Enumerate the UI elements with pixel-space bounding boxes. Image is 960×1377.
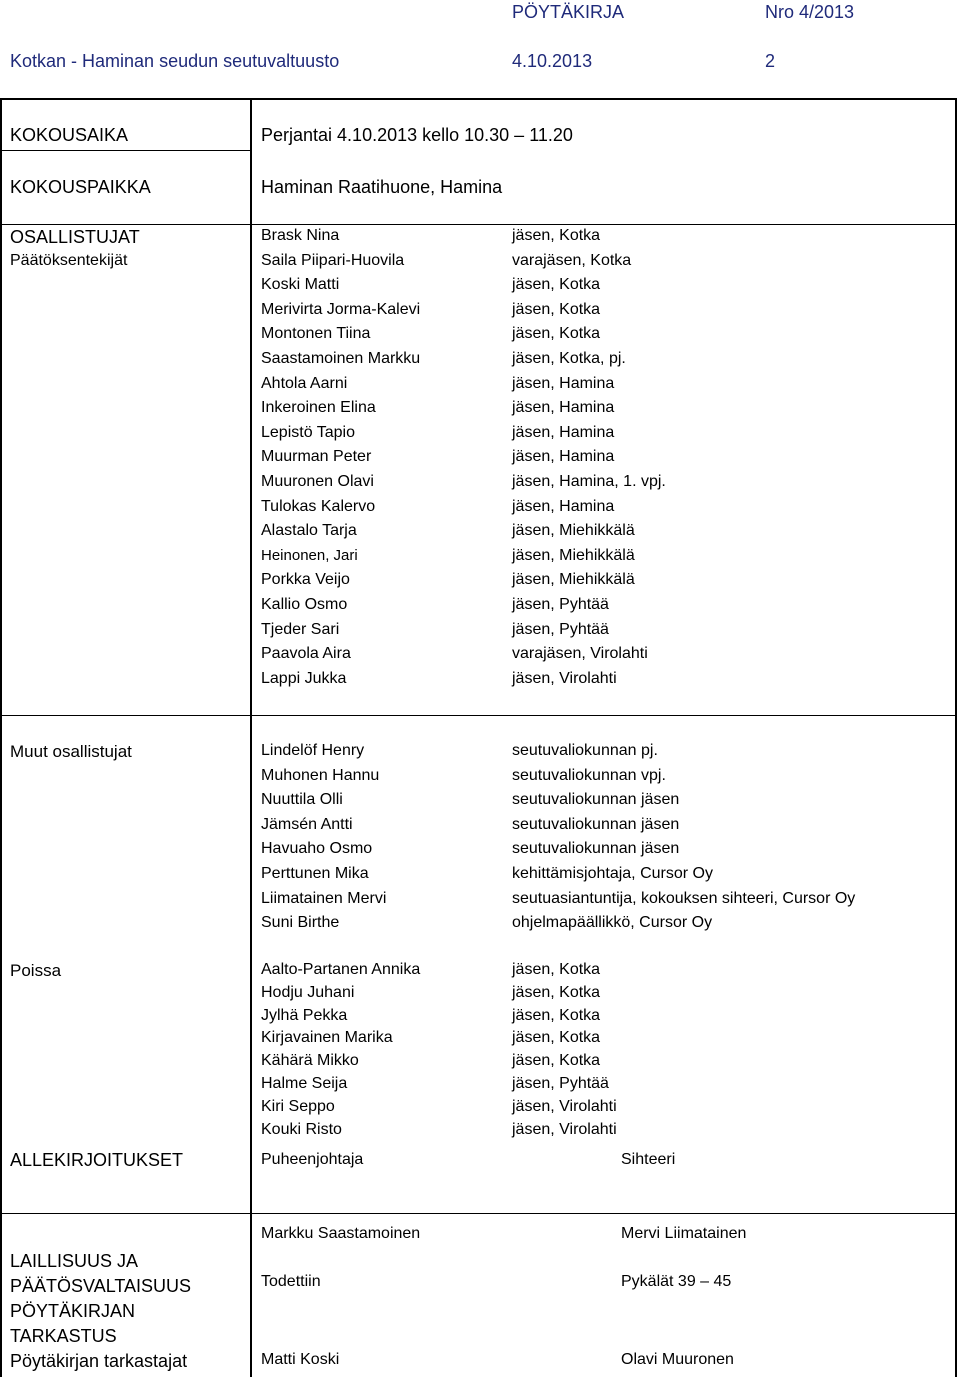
row-role: ohjelmapäällikkö, Cursor Oy [512, 914, 713, 932]
row-role: jäsen, Hamina [512, 497, 615, 515]
row-name: Koski Matti [261, 276, 340, 294]
legality-label-2: PÄÄTÖSVALTAISUUS [10, 1276, 192, 1296]
organization: Kotkan - Haminan seudun seutuvaltuusto [10, 51, 340, 71]
legality-label-5: Pöytäkirjan tarkastajat [10, 1351, 188, 1371]
row-name: Saila Piipari-Huovila [261, 251, 405, 269]
row-name: Lepistö Tapio [261, 423, 355, 441]
row-name: Kähärä Mikko [261, 1052, 359, 1070]
row-divider [2, 150, 252, 151]
meeting-time-value: Perjantai 4.10.2013 kello 10.30 – 11.20 [261, 125, 573, 145]
row-name: Liimatainen Mervi [261, 889, 387, 907]
row-name: Brask Nina [261, 227, 340, 244]
row-name: Suni Birthe [261, 914, 340, 932]
row-name: Heinonen, Jari [261, 546, 358, 564]
inspector-1: Matti Koski [261, 1351, 340, 1368]
row-name: Kiri Seppo [261, 1097, 335, 1115]
row-role: jäsen, Kotka [512, 961, 601, 978]
row-role: varajäsen, Kotka [512, 251, 632, 269]
legality-label-3: PÖYTÄKIRJAN [10, 1301, 136, 1321]
row-name: Jämsén Antti [261, 815, 353, 833]
row-role: seutuasiantuntija, kokouksen sihteeri, Cursor Oy [512, 889, 856, 907]
row-name: Perttunen Mika [261, 865, 369, 882]
row-name: Saastamoinen Markku [261, 350, 421, 367]
meeting-place-value: Haminan Raatihuone, Hamina [261, 177, 503, 197]
row-role: seutuvaliokunnan vpj. [512, 766, 666, 784]
row-role: varajäsen, Virolahti [512, 645, 648, 663]
row-role: jäsen, Miehikkälä [512, 546, 635, 564]
row-role: jäsen, Pyhtää [512, 1075, 609, 1092]
row-role: jäsen, Hamina [512, 423, 615, 441]
row-name: Muuronen Olavi [261, 473, 374, 490]
row-role: jäsen, Kotka [512, 276, 601, 294]
row-name: Lappi Jukka [261, 669, 347, 687]
row-name: Merivirta Jorma-Kalevi [261, 300, 421, 318]
row-name: Nuuttila Olli [261, 791, 343, 809]
row-role: jäsen, Hamina, 1. vpj. [512, 473, 666, 490]
row-role: seutuvaliokunnan jäsen [512, 815, 680, 833]
participants-label: OSALLISTUJAT [10, 227, 140, 247]
row-role: jäsen, Kotka [512, 300, 601, 318]
row-name: Ahtola Aarni [261, 374, 348, 392]
row-name: Hodju Juhani [261, 983, 355, 1001]
table-top-border [0, 98, 957, 100]
absent-label: Poissa [10, 961, 62, 980]
row-name: Porkka Veijo [261, 571, 350, 589]
sections-value: Pykälät 39 – 45 [621, 1273, 732, 1290]
secretary-name: Mervi Liimatainen [621, 1225, 747, 1242]
row-name: Lindelöf Henry [261, 742, 365, 759]
row-name: Kallio Osmo [261, 596, 348, 613]
row-role: seutuvaliokunnan pj. [512, 742, 658, 759]
row-role: jäsen, Kotka [512, 325, 601, 343]
row-divider [2, 224, 955, 225]
row-role: jäsen, Hamina [512, 374, 615, 392]
row-name: Alastalo Tarja [261, 522, 357, 540]
meeting-place-label: KOKOUSPAIKKA [10, 177, 151, 197]
row-role: jäsen, Miehikkälä [512, 571, 635, 589]
chair-title: Puheenjohtaja [261, 1151, 364, 1168]
row-role: seutuvaliokunnan jäsen [512, 840, 680, 858]
page-number: 2 [765, 51, 776, 71]
doc-type: PÖYTÄKIRJA [512, 2, 625, 22]
row-name: Tulokas Kalervo [261, 497, 376, 515]
others-label: Muut osallistujat [10, 742, 132, 761]
participants-sublabel: Päätöksentekijät [10, 252, 128, 269]
meeting-time-label: KOKOUSAIKA [10, 125, 129, 145]
row-role: jäsen, Virolahti [512, 1120, 617, 1138]
row-role: jäsen, Kotka, pj. [512, 350, 626, 367]
row-role: jäsen, Pyhtää [512, 620, 609, 638]
legality-label-4: TARKASTUS [10, 1326, 117, 1346]
row-name: Inkeroinen Elina [261, 399, 376, 417]
row-name: Jylhä Pekka [261, 1006, 348, 1024]
row-role: jäsen, Hamina [512, 399, 615, 417]
row-divider [2, 715, 955, 716]
doc-number: Nro 4/2013 [765, 2, 855, 22]
row-name: Montonen Tiina [261, 325, 371, 343]
row-name: Halme Seija [261, 1075, 348, 1092]
row-role: jäsen, Miehikkälä [512, 522, 635, 540]
row-role: jäsen, Kotka [512, 1006, 601, 1024]
row-name: Kirjavainen Marika [261, 1029, 393, 1047]
row-role: jäsen, Virolahti [512, 1097, 617, 1115]
row-name: Aalto-Partanen Annika [261, 961, 421, 978]
row-name: Muurman Peter [261, 448, 372, 466]
row-role: jäsen, Virolahti [512, 669, 617, 687]
legality-label-1: LAILLISUUS JA [10, 1251, 139, 1271]
row-role: jäsen, Kotka [512, 227, 601, 244]
verified-label: Todettiin [261, 1273, 321, 1290]
row-role: jäsen, Kotka [512, 1052, 601, 1070]
row-role: jäsen, Kotka [512, 983, 601, 1001]
row-name: Kouki Risto [261, 1120, 342, 1138]
secretary-title: Sihteeri [621, 1151, 676, 1168]
header-date: 4.10.2013 [512, 51, 593, 71]
table-right-border [955, 98, 957, 1377]
signatures-label: ALLEKIRJOITUKSET [10, 1150, 184, 1170]
row-name: Muhonen Hannu [261, 766, 380, 784]
row-divider [2, 1213, 955, 1214]
column-divider [250, 98, 252, 1377]
row-role: seutuvaliokunnan jäsen [512, 791, 680, 809]
row-name: Paavola Aira [261, 645, 351, 663]
chair-name: Markku Saastamoinen [261, 1225, 421, 1242]
inspector-2: Olavi Muuronen [621, 1351, 734, 1368]
row-role: kehittämisjohtaja, Cursor Oy [512, 865, 713, 882]
table-left-border [0, 98, 2, 1377]
row-role: jäsen, Hamina [512, 448, 615, 466]
row-name: Havuaho Osmo [261, 840, 373, 858]
row-role: jäsen, Kotka [512, 1029, 601, 1047]
row-role: jäsen, Pyhtää [512, 596, 609, 613]
row-name: Tjeder Sari [261, 620, 340, 638]
